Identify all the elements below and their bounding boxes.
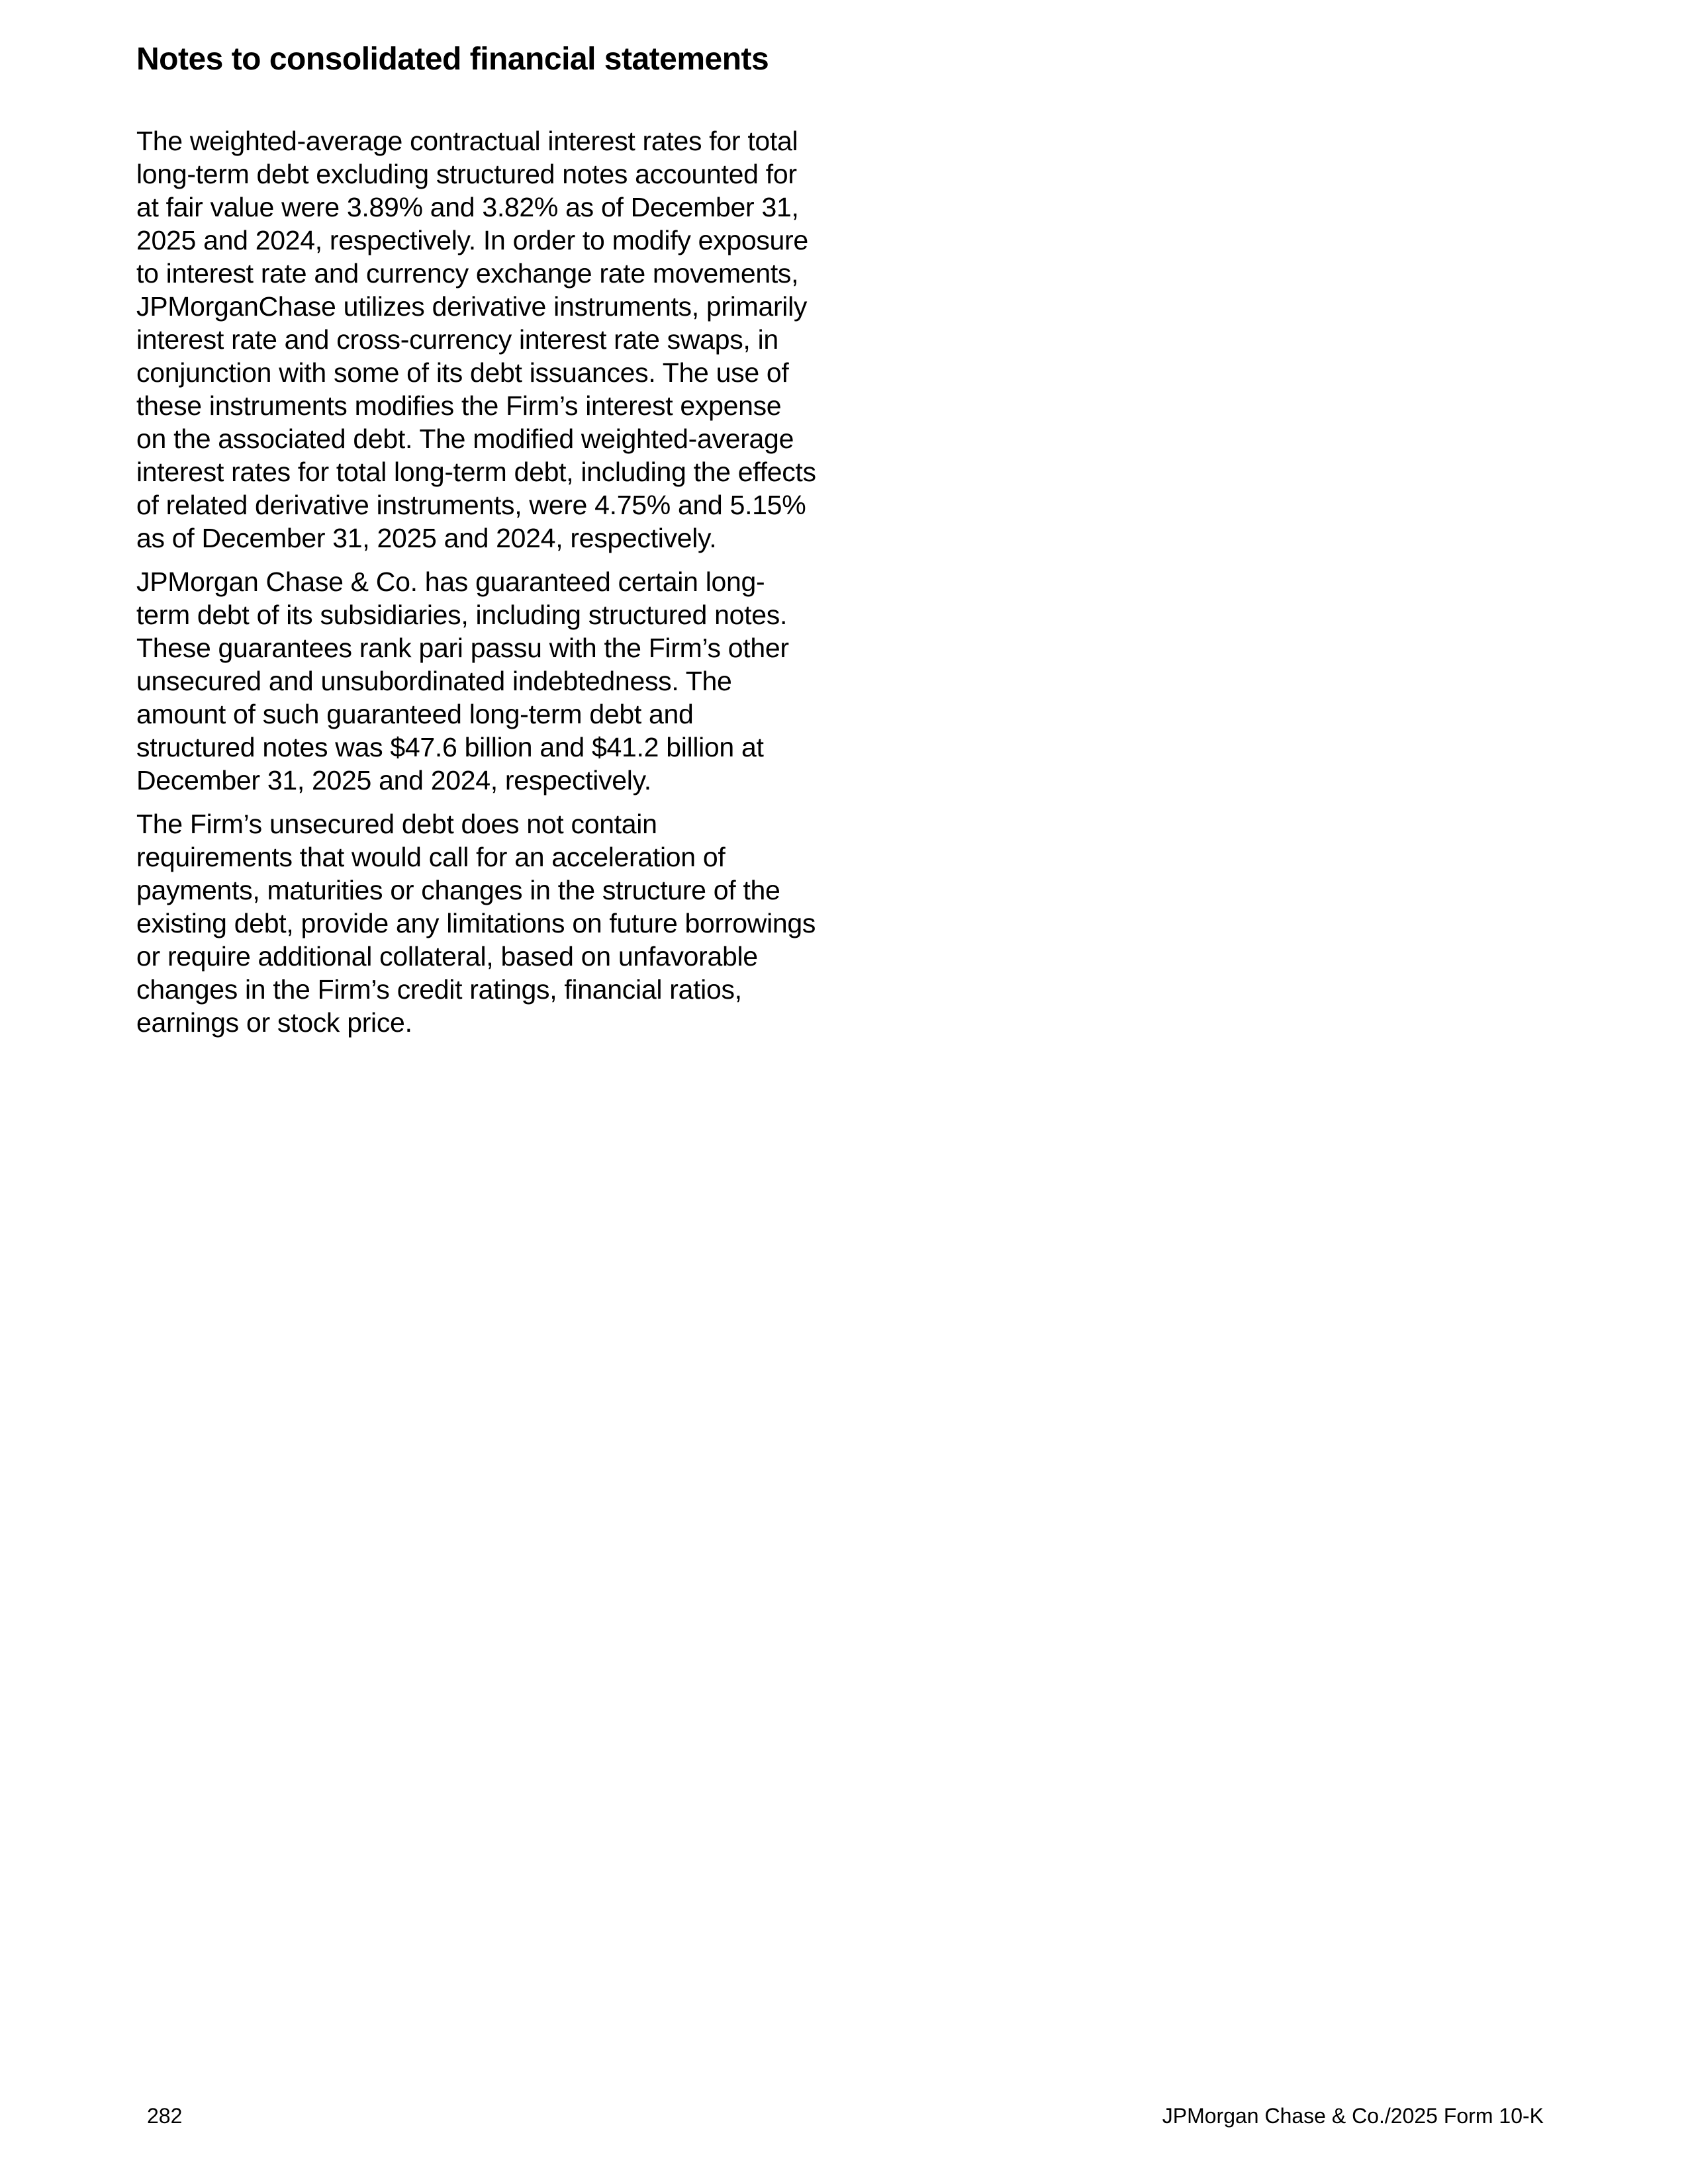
paragraph-interest-rates: The weighted-average contractual interest rates for total long-term debt excluding structured notes accounted for at fair value were 3.89% and 3.82% as of December 31, 2025 and 2024, respectively. In order to modify exposure to interest rate and currency exchange rate movements, JPMorganChase utilizes derivative instruments, primarily interest rate and cross-currency interest rate swaps, in conjunction with some of its debt issuances. The use of these instruments modifies the Firm’s interest expense on the associated debt. The modified weighted-average interest rates for total long-term debt, including the effects of related derivative instruments, were 4.75% and 5.15% as of December 31, 2025 and 2024, respectively. <box>136 126 816 553</box>
paragraph-guarantees: JPMorgan Chase & Co. has guaranteed certain long-term debt of its subsidiaries, including structured notes. These guarantees rank pari passu with the Firm’s other unsecured and unsubordinated indebtedness. The amount of such guaranteed long-term debt and structured notes was $47.6 billion and $41.2 billion at December 31, 2025 and 2024, respectively. <box>136 567 789 796</box>
footer-source: JPMorgan Chase & Co./2025 Form 10-K <box>1162 2104 1544 2128</box>
body-text-column <box>136 124 818 1050</box>
page-title: Notes to consolidated financial statements <box>136 42 769 77</box>
page-number: 282 <box>147 2104 183 2128</box>
paragraph-unsecured-debt: The Firm’s unsecured debt does not contain requirements that would call for an acceleration of payments, maturities or changes in the structure of the existing debt, provide any limitations on future borrowings or require additional collateral, based on unfavorable changes in the Firm’s credit ratings, financial ratios, earnings or stock price. <box>136 809 816 1038</box>
